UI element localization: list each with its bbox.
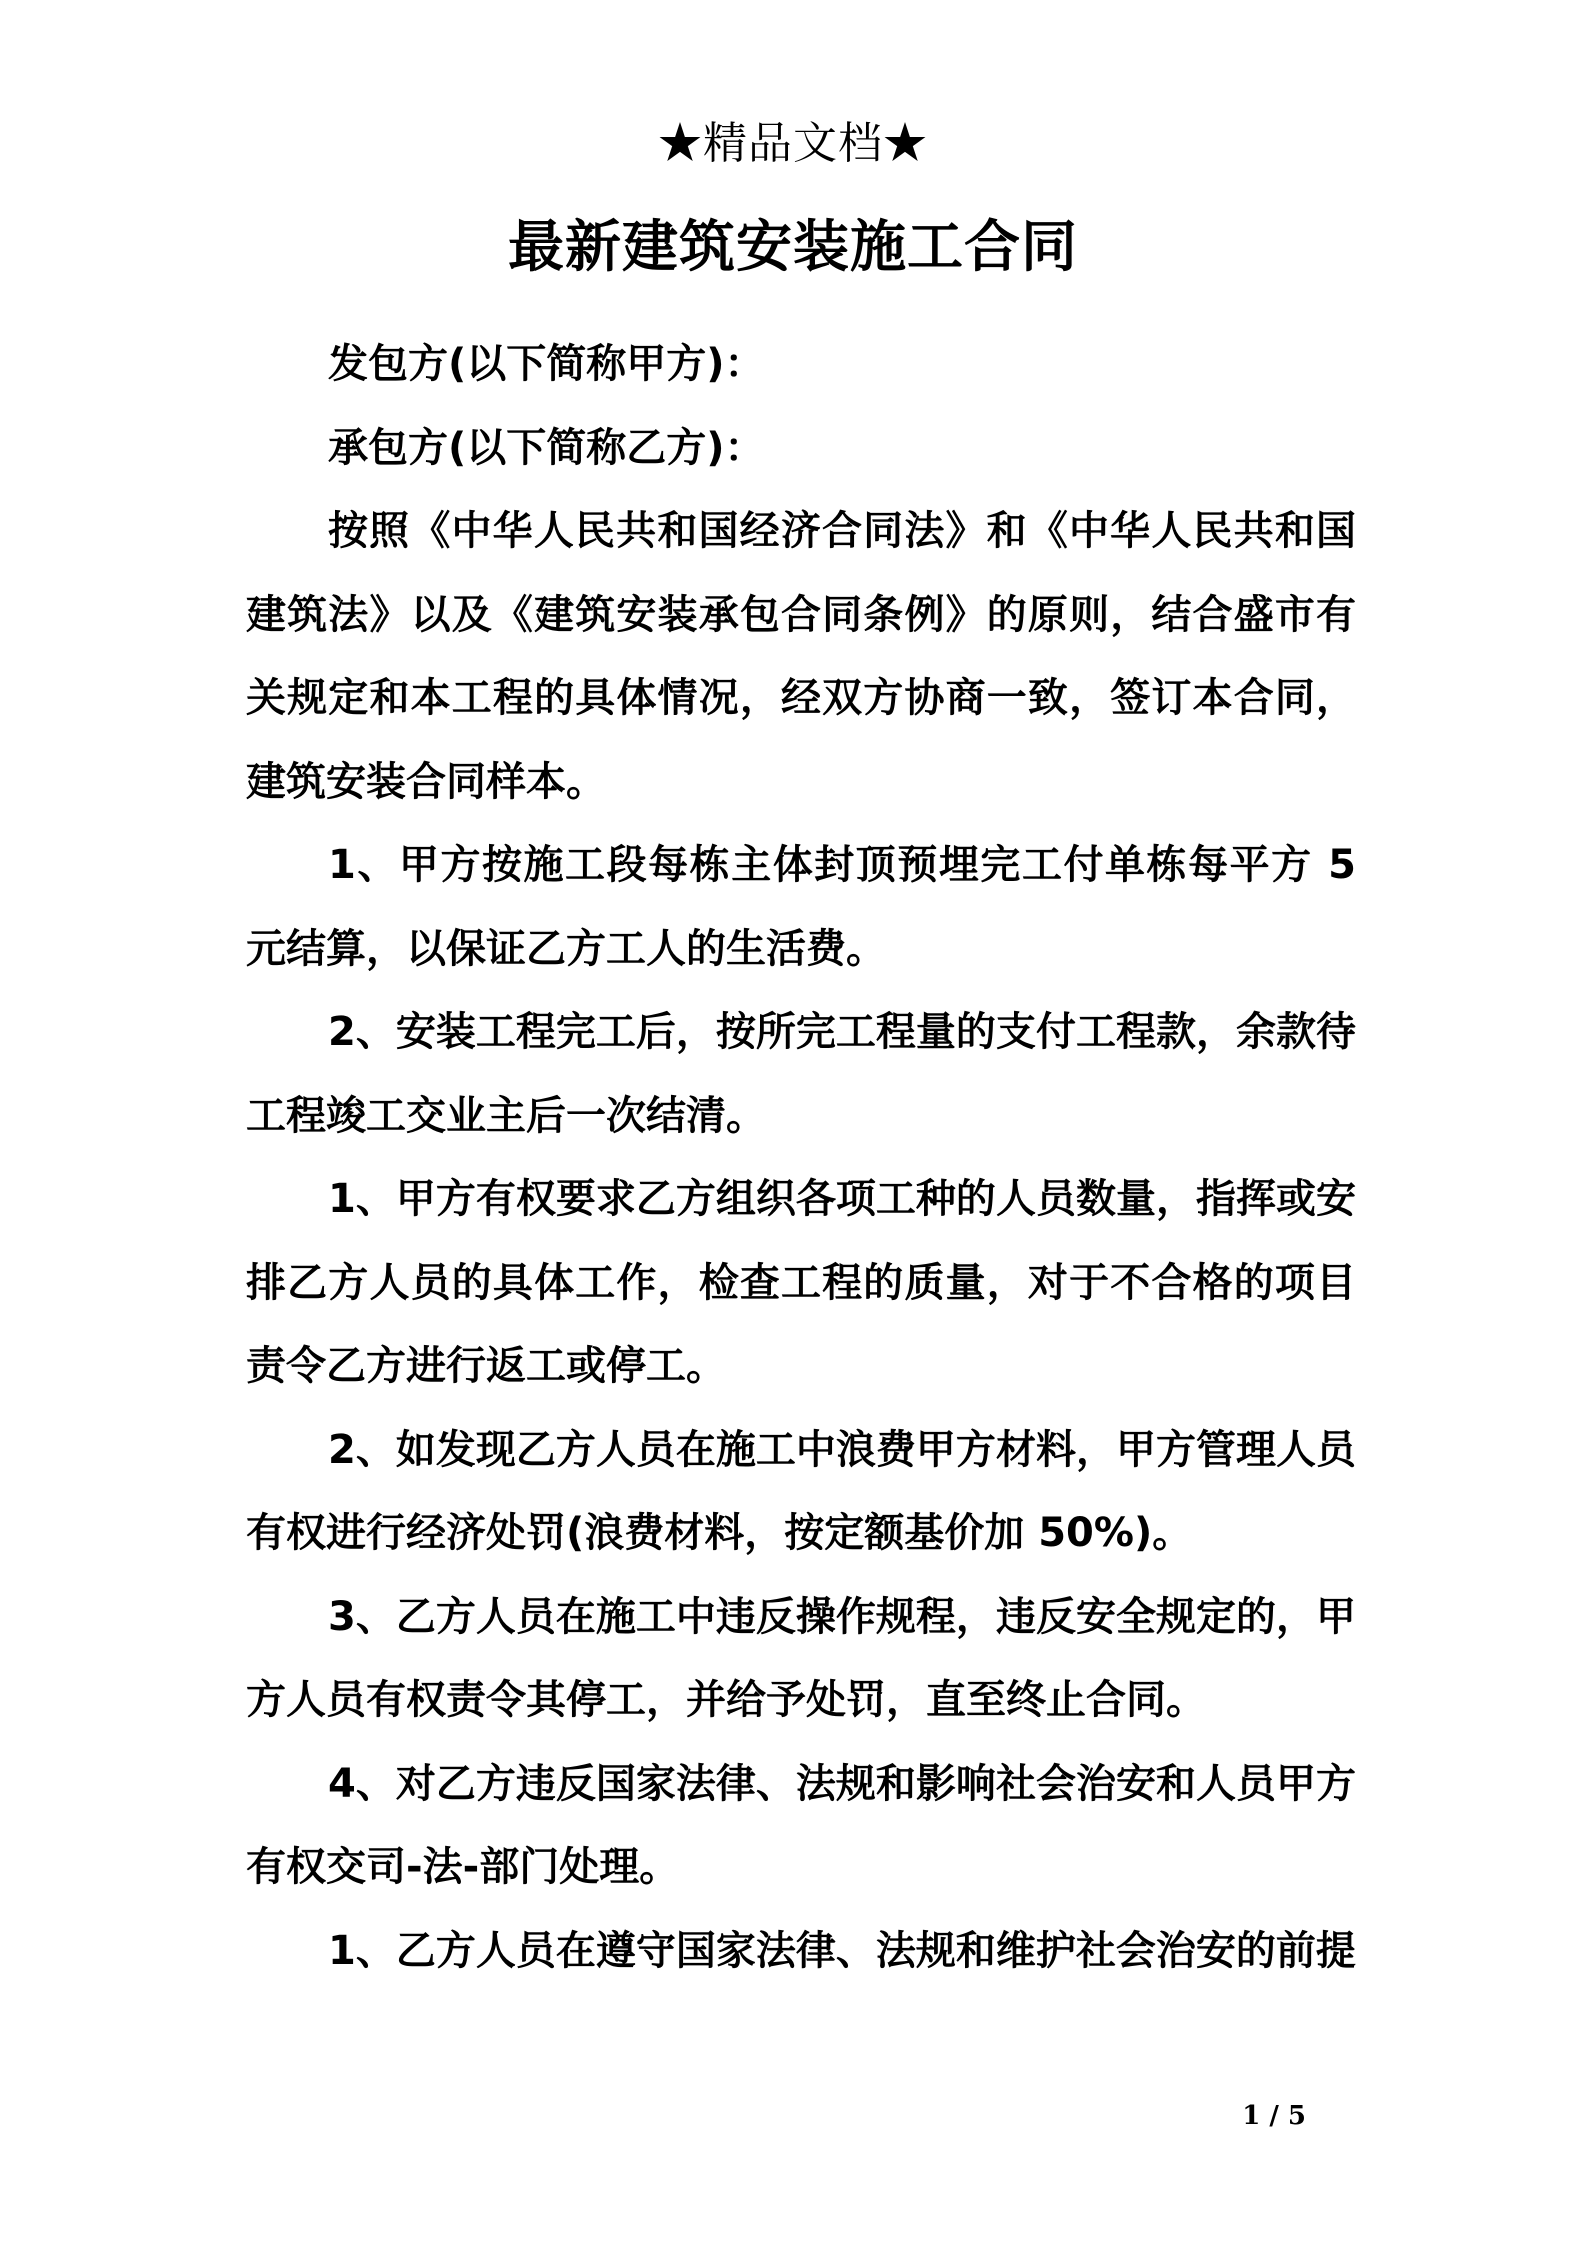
header-note: ★精品文档★ <box>658 118 928 169</box>
paragraph-contractor: 承包方(以下简称乙方)： <box>328 424 765 471</box>
document-title: 最新建筑安装施工合同 <box>508 215 1078 280</box>
paragraph-preamble: 按照《中华人民共和国经济合同法》和《中华人民共和国建筑法》以及《建筑安装承包合同条例》的原则，结合盛市有关规定和本工程的具体情况，经双方协商一致，签订本合同，建筑安装合同样本。 <box>246 508 1356 805</box>
paragraph-payment-1: 1、甲方按施工段每栋主体封顶预埋完工付单栋每平方 5 元结算，以保证乙方工人的生活费。 <box>246 842 1356 972</box>
paragraph-payment-2: 2、安装工程完工后，按所完工程量的支付工程款，余款待工程竣工交业主后一次结清。 <box>246 1009 1356 1139</box>
paragraph-employer-rights-2: 2、如发现乙方人员在施工中浪费甲方材料，甲方管理人员有权进行经济处罚(浪费材料，按定额基价加 50%)。 <box>246 1426 1356 1556</box>
page-number: 1 / 5 <box>1242 2101 1306 2131</box>
paragraph-employer-rights-3: 3、乙方人员在施工中违反操作规程，违反安全规定的，甲方人员有权责令其停工，并给予处罚，直至终止合同。 <box>246 1593 1356 1723</box>
document-body <box>246 323 1356 1993</box>
paragraph-employer-rights-4: 4、对乙方违反国家法律、法规和影响社会治安和人员甲方有权交司-法-部门处理。 <box>246 1760 1356 1890</box>
paragraph-employer-rights-1: 1、甲方有权要求乙方组织各项工种的人员数量，指挥或安排乙方人员的具体工作，检查工程的质量，对于不合格的项目责令乙方进行返工或停工。 <box>246 1176 1356 1389</box>
paragraph-contractor-duties-1: 1、乙方人员在遵守国家法律、法规和维护社会治安的前提 <box>328 1927 1356 1974</box>
paragraph-employer: 发包方(以下简称甲方)： <box>328 341 765 387</box>
